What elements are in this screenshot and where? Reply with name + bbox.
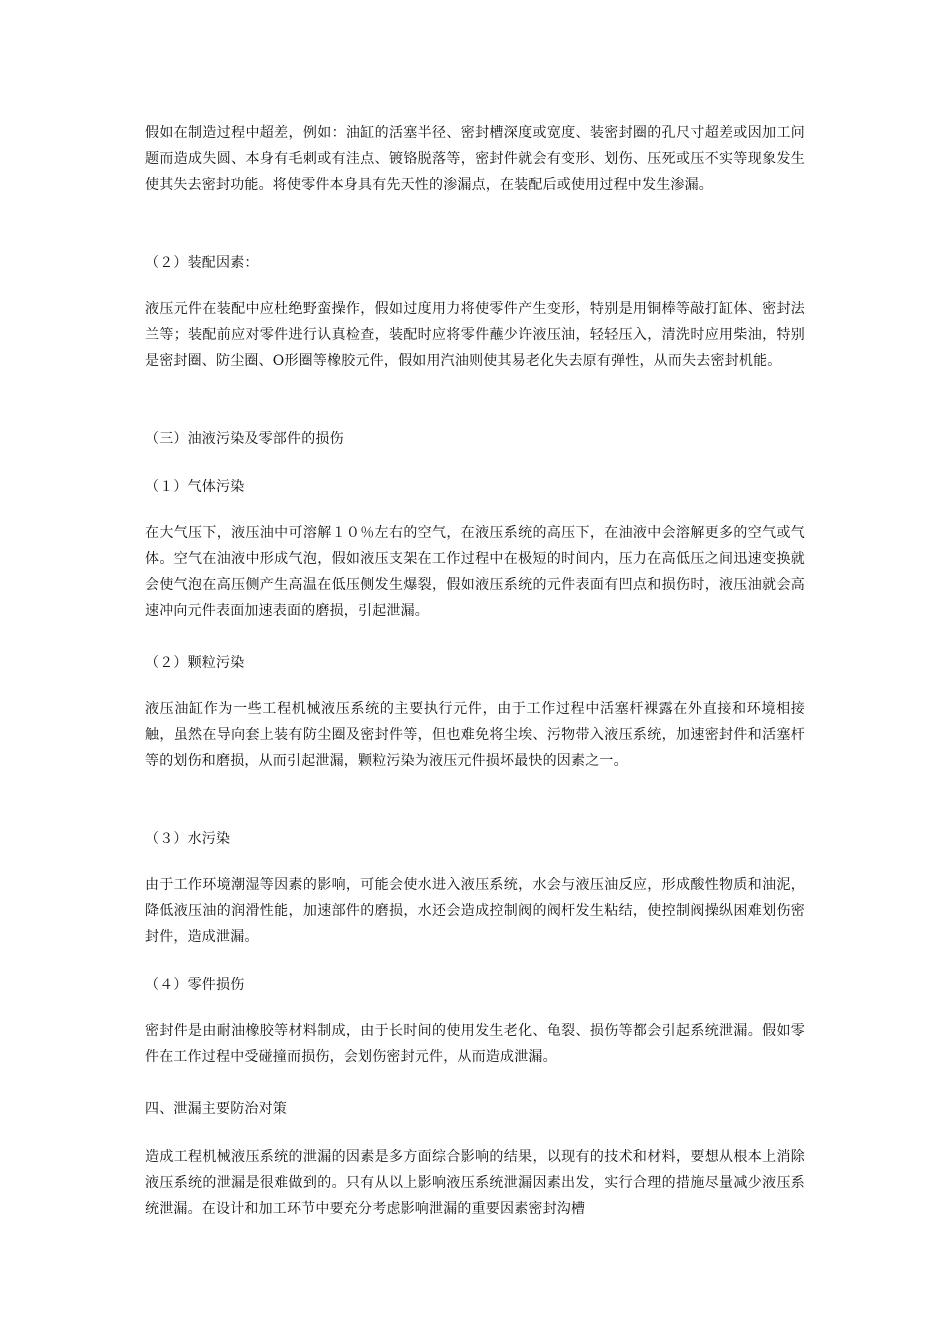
paragraph-part-damage: 密封件是由耐油橡胶等材料制成，由于长时间的使用发生老化、龟裂、损伤等都会引起系统泄漏。假如零件在工作过程中受碰撞而损伤，会划伤密封元件，从而造成泄漏。 [145,1023,805,1065]
heading-gas-contamination: （１）气体污染 [145,479,245,495]
paragraph-assembly: 液压元件在装配中应杜绝野蛮操作，假如过度用力将使零件产生变形，特别是用铜棒等敲打缸体、密封法兰等；装配前应对零件进行认真检查，装配时应将零件蘸少许液压油，轻轻压入，清洗时应用柴油，特别是密封圈、防尘圈、O形圈等橡胶元件，假如用汽油则使其易老化失去原有弹性，从而失去密封机能。 [145,301,805,369]
heading-prevention-measures: 四、泄漏主要防治对策 [145,1101,287,1117]
paragraph-prevention-measures: 造成工程机械液压系统的泄漏的因素是多方面综合影响的结果，以现有的技术和材料，要想从根本上消除液压系统的泄漏是很难做到的。只有从以上影响液压系统泄漏因素出发，实行合理的措施尽量减少液压系统泄漏。在设计和加工环节中要充分考虑影响泄漏的重要因素密封沟槽 [145,1149,805,1217]
paragraph-gas-contamination: 在大气压下，液压油中可溶解１０％左右的空气，在液压系统的高压下，在油液中会溶解更多的空气或气体。空气在油液中形成气泡，假如液压支架在工作过程中在极短的时间内，压力在高低压之间迅速变换就会使气泡在高压侧产生高温在低压侧发生爆裂，假如液压系统的元件表面有凹点和损伤时，液压油就会高速冲向元件表面加速表面的磨损，引起泄漏。 [145,525,805,619]
heading-assembly-factors: （２）装配因素： [145,255,259,271]
heading-oil-contamination: （三）油液污染及零部件的损伤 [145,431,344,447]
heading-part-damage: （４）零件损伤 [145,977,245,993]
heading-particle-contamination: （２）颗粒污染 [145,655,245,671]
heading-water-contamination: （３）水污染 [145,831,231,847]
paragraph-water-contamination: 由于工作环境潮湿等因素的影响，可能会使水进入液压系统，水会与液压油反应，形成酸性物质和油泥，降低液压油的润滑性能，加速部件的磨损，水还会造成控制阀的阀杆发生粘结，使控制阀操纵困难划伤密封件，造成泄漏。 [145,877,805,945]
paragraph-particle-contamination: 液压油缸作为一些工程机械液压系统的主要执行元件，由于工作过程中活塞杆裸露在外直接和环境相接触，虽然在导向套上装有防尘圈及密封件等，但也难免将尘埃、污物带入液压系统，加速密封件和活塞杆等的划伤和磨损，从而引起泄漏，颗粒污染为液压元件损坏最快的因素之一。 [145,701,805,769]
paragraph-manufacturing-tolerance: 假如在制造过程中超差，例如：油缸的活塞半径、密封槽深度或宽度、装密封圈的孔尺寸超差或因加工问题而造成失圆、本身有毛刺或有洼点、镀铬脱落等，密封件就会有变形、划伤、压死或压不实等现象发生使其失去密封功能。将使零件本身具有先天性的渗漏点，在装配后或使用过程中发生渗漏。 [145,125,805,193]
